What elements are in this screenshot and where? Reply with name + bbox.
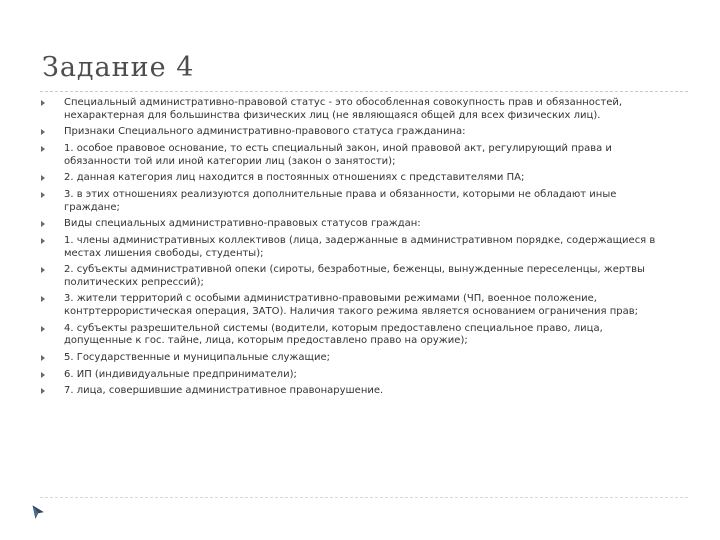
- triangle-right-icon: [41, 100, 45, 106]
- triangle-right-icon: [41, 326, 45, 332]
- navigation-arrow-icon[interactable]: [31, 505, 45, 519]
- triangle-right-icon: [41, 192, 45, 198]
- triangle-right-icon: [41, 129, 45, 135]
- list-item: [40, 323, 670, 348]
- list-item-text: 5. Государственные и муниципальные служащие;: [64, 352, 330, 364]
- list-item-text: 1. особое правовое основание, то есть специальный закон, иной правовой акт, регулирующий права и обязанности той или иной категории лиц (закон о занятости);: [64, 142, 612, 167]
- list-item-text: 2. данная категория лиц находится в постоянных отношениях с представителями ПА;: [64, 172, 525, 184]
- list-item: [40, 369, 670, 382]
- triangle-right-icon: [41, 221, 45, 227]
- footer-divider: [40, 497, 688, 498]
- list-item: [40, 97, 670, 122]
- list-item-text: Признаки Специального административно-правового статуса гражданина:: [64, 126, 466, 138]
- triangle-right-icon: [41, 146, 45, 152]
- list-item: [40, 143, 670, 168]
- slide-title: Задание 4: [42, 52, 195, 83]
- list-item: [40, 218, 670, 231]
- list-item-text: 3. жители территорий с особыми административно-правовыми режимами (ЧП, военное положение, контртеррористическая операция, ЗАТО). Наличия такого режима является основанием ограничения прав;: [64, 293, 639, 318]
- list-item-text: 3. в этих отношениях реализуются дополнительные права и обязанности, которыми не обладают иные граждане;: [64, 188, 617, 213]
- list-item-text: 1. члены административных коллективов (лица, задержанные в административном порядке, содержащиеся в местах лишения свободы, студенты);: [64, 234, 656, 259]
- triangle-right-icon: [41, 267, 45, 273]
- triangle-right-icon: [41, 296, 45, 302]
- list-item: [40, 385, 670, 398]
- triangle-right-icon: [41, 388, 45, 394]
- list-item-text: Специальный административно-правовой статус - это обособленная совокупность прав и обязанностей, нехарактерная для большинства физических лиц (не являющаяся общей для всех физических лиц).: [64, 97, 623, 121]
- list-item: [40, 293, 670, 318]
- triangle-right-icon: [41, 238, 45, 244]
- list-item: [40, 264, 670, 289]
- list-item-text: 7. лица, совершившие административное правонарушение.: [64, 385, 384, 397]
- list-item: [40, 235, 670, 260]
- triangle-right-icon: [41, 372, 45, 378]
- list-item: [40, 126, 670, 139]
- bullet-list: [40, 97, 670, 402]
- list-item-text: 6. ИП (индивидуальные предприниматели);: [64, 368, 297, 380]
- triangle-right-icon: [41, 175, 45, 181]
- list-item: [40, 189, 670, 214]
- list-item: [40, 352, 670, 365]
- list-item: [40, 172, 670, 185]
- list-item-text: 4. субъекты разрешительной системы (водители, которым предоставлено специальное право, лица, допущенные к гос. тайне, лица, которым предоставлено право на оружие);: [64, 322, 603, 347]
- list-item-text: Виды специальных административно-правовых статусов граждан:: [64, 218, 421, 230]
- triangle-right-icon: [41, 355, 45, 361]
- list-item-text: 2. субъекты административной опеки (сироты, безработные, беженцы, вынужденные переселенцы, жертвы политических репрессий);: [64, 264, 645, 288]
- title-divider: [40, 91, 688, 92]
